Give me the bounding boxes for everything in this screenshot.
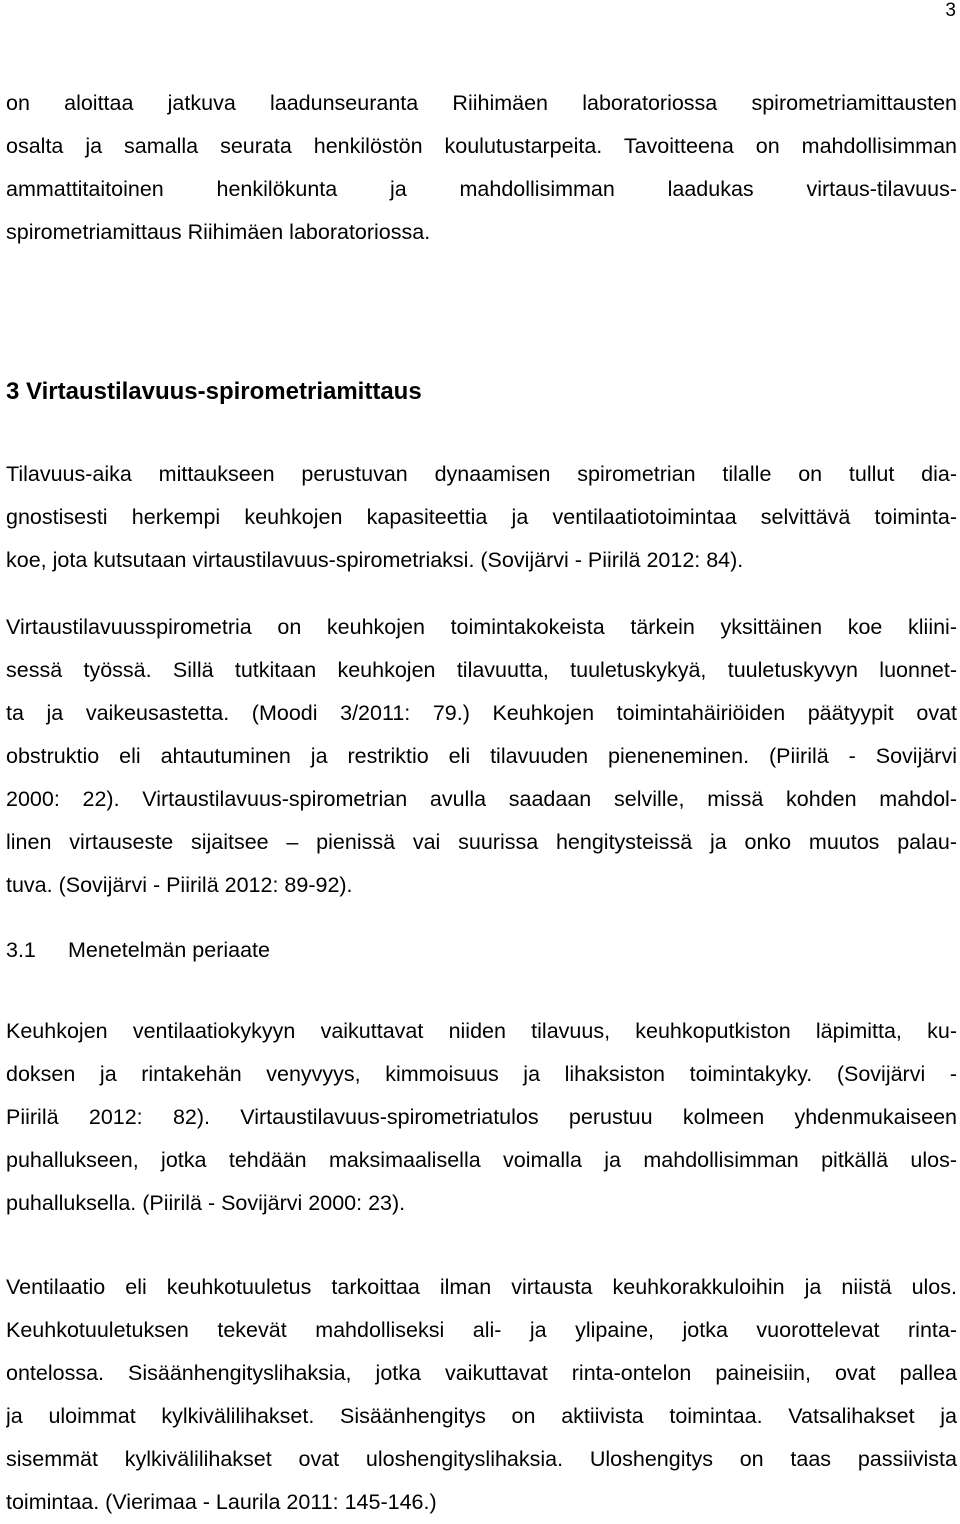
text-line: osalta ja samalla seurata henkilöstön koulutustarpeita. Tavoitteena on mahdollisimman xyxy=(6,134,957,158)
subsection-heading xyxy=(6,929,957,972)
text-line: Keuhkotuuletuksen tekevät mahdolliseksi ali- ja ylipaine, jotka vuorottelevat rinta- xyxy=(6,1318,957,1342)
text-line: Virtaustilavuusspirometria on keuhkojen toimintakokeista tärkein yksittäinen koe kliini- xyxy=(6,615,957,639)
section-3-1-paragraph-2 xyxy=(6,1266,957,1524)
text-line: Piirilä 2012: 82). Virtaustilavuus-spirometriatulos perustuu kolmeen yhdenmukaiseen xyxy=(6,1105,957,1129)
text-line: Ventilaatio eli keuhkotuuletus tarkoittaa ilman virtausta keuhkorakkuloihin ja niistä ulos. xyxy=(6,1275,957,1299)
text-line: koe, jota kutsutaan virtaustilavuus-spirometriaksi. (Sovijärvi - Piirilä 2012: 84). xyxy=(6,548,744,572)
text-line: sessä työssä. Sillä tutkitaan keuhkojen tilavuutta, tuuletuskykyä, tuuletuskyvyn luonnet- xyxy=(6,658,957,682)
section-3-paragraph-1 xyxy=(6,453,957,582)
text-line: doksen ja rintakehän venyvyys, kimmoisuus ja lihaksiston toimintakyky. (Sovijärvi - xyxy=(6,1062,957,1086)
subsection-title: Menetelmän periaate xyxy=(68,938,270,962)
text-line: puhalluksella. (Piirilä - Sovijärvi 2000: 23). xyxy=(6,1191,406,1215)
page-number: 3 xyxy=(945,0,956,21)
subsection-number: 3.1 xyxy=(6,938,36,962)
text-line: Tilavuus-aika mittaukseen perustuvan dynaamisen spirometrian tilalle on tullut dia- xyxy=(6,462,957,486)
text-line: ontelossa. Sisäänhengityslihaksia, jotka vaikuttavat rinta-ontelon paineisiin, ovat pallea xyxy=(6,1361,957,1385)
text-line: Keuhkojen ventilaatiokykyyn vaikuttavat niiden tilavuus, keuhkoputkiston läpimitta, ku- xyxy=(6,1019,957,1043)
text-line: linen virtauseste sijaitsee – pienissä vai suurissa hengitysteissä ja onko muutos palau- xyxy=(6,830,957,854)
section-3-1-paragraph-1 xyxy=(6,1010,957,1225)
text-line: ja uloimmat kylkivälilihakset. Sisäänhengitys on aktiivista toimintaa. Vatsalihakset ja xyxy=(6,1404,957,1428)
text-line: ta ja vaikeusastetta. (Moodi 3/2011: 79.) Keuhkojen toimintahäiriöiden päätyypit ovat xyxy=(6,701,957,725)
intro-paragraph xyxy=(6,82,957,254)
text-line: sisemmät kylkivälilihakset ovat uloshengityslihaksia. Uloshengitys on taas passiivista xyxy=(6,1447,957,1471)
text-line: ammattitaitoinen henkilökunta ja mahdollisimman laadukas virtaus-tilavuus- xyxy=(6,177,957,201)
document-body xyxy=(6,82,957,1524)
section-3-paragraph-2 xyxy=(6,606,957,907)
text-line: tuva. (Sovijärvi - Piirilä 2012: 89-92). xyxy=(6,873,353,897)
text-line: 2000: 22). Virtaustilavuus-spirometrian avulla saadaan selville, missä kohden mahdol- xyxy=(6,787,957,811)
section-heading: 3 Virtaustilavuus-spirometriamittaus xyxy=(6,378,422,405)
text-line: spirometriamittaus Riihimäen laboratoriossa. xyxy=(6,220,431,244)
text-line: toimintaa. (Vierimaa - Laurila 2011: 145-146.) xyxy=(6,1490,437,1514)
text-line: obstruktio eli ahtautuminen ja restriktio eli tilavuuden pieneneminen. (Piirilä - Sovijärvi xyxy=(6,744,957,768)
text-line: on aloittaa jatkuva laadunseuranta Riihimäen laboratoriossa spirometriamittausten xyxy=(6,91,957,115)
text-line: puhallukseen, jotka tehdään maksimaalisella voimalla ja mahdollisimman pitkällä ulos- xyxy=(6,1148,957,1172)
text-line: gnostisesti herkempi keuhkojen kapasiteettia ja ventilaatiotoimintaa selvittävä toiminta- xyxy=(6,505,957,529)
